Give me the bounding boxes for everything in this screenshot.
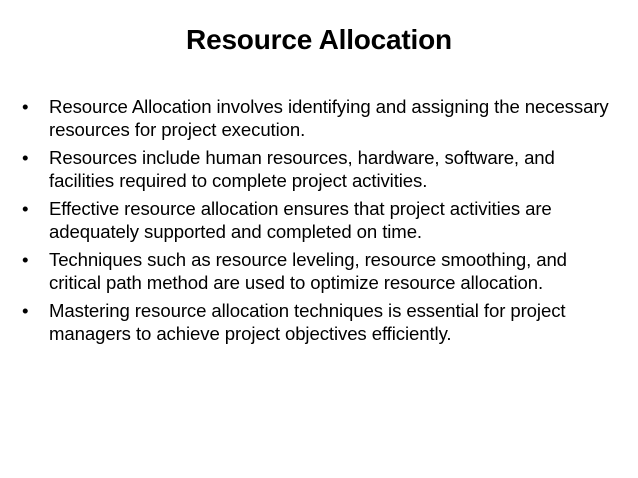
bullet-list xyxy=(22,95,618,350)
bullet-text: Techniques such as resource leveling, resource smoothing, and critical path method are used to optimize resource allocation. xyxy=(49,249,567,293)
slide-title: Resource Allocation xyxy=(186,24,452,55)
bullet-item-5 xyxy=(22,299,618,345)
bullet-item-3 xyxy=(22,197,618,243)
bullet-icon: • xyxy=(22,249,29,270)
bullet-item-1 xyxy=(22,95,618,141)
bullet-text: Effective resource allocation ensures that project activities are adequately supported and completed on time. xyxy=(49,198,552,242)
bullet-text: Resources include human resources, hardware, software, and facilities required to complete project activities. xyxy=(49,147,555,191)
bullet-item-4 xyxy=(22,248,618,294)
bullet-text: Resource Allocation involves identifying and assigning the necessary resources for project execution. xyxy=(49,96,609,140)
bullet-icon: • xyxy=(22,96,29,117)
bullet-text: Mastering resource allocation techniques is essential for project managers to achieve project objectives efficiently. xyxy=(49,300,566,344)
bullet-item-2 xyxy=(22,146,618,192)
bullet-icon: • xyxy=(22,198,29,219)
bullet-icon: • xyxy=(22,147,29,168)
bullet-icon: • xyxy=(22,300,29,321)
